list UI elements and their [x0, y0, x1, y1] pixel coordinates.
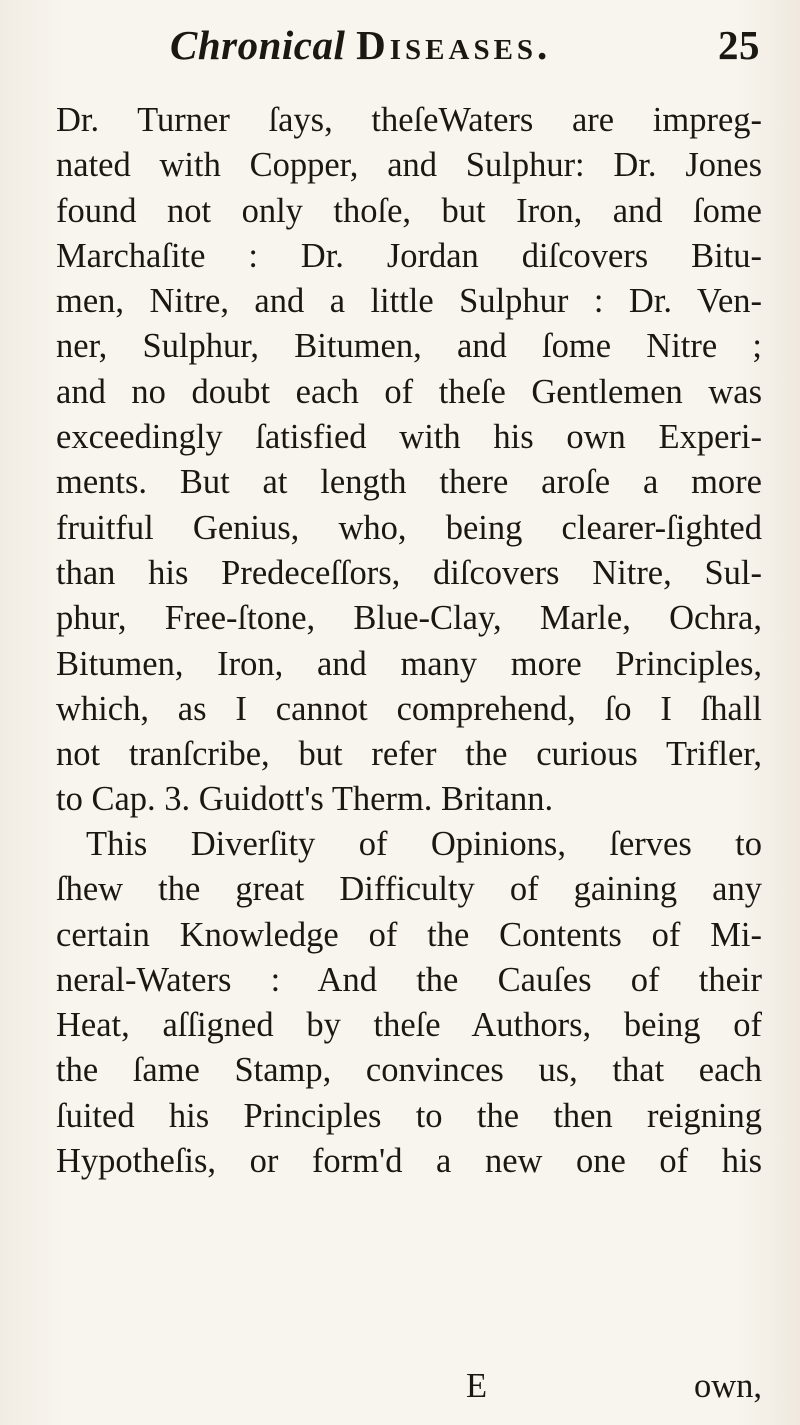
text-line: ſuited his Principles to the then reigning	[56, 1096, 762, 1135]
signature-mark: E	[466, 1367, 488, 1405]
text-line: Hypotheſis, or form'd a new one of his	[56, 1142, 762, 1181]
text-line: exceedingly ſatisfied with his own Experi-	[56, 418, 762, 457]
header-title-italic: Chronical	[170, 22, 346, 68]
catchword: own,	[693, 1367, 762, 1405]
text-line: Bitumen, Iron, and many more Principles,	[56, 644, 762, 683]
header-title-caps: Diseases.	[356, 22, 552, 68]
text-line: the ſame Stamp, convinces us, that each	[56, 1051, 762, 1090]
text-line: which, as I cannot comprehend, ſo I ſhall	[56, 689, 762, 728]
text-line: Heat, aſſigned by theſe Authors, being of	[56, 1006, 762, 1045]
text-line: to Cap. 3. Guidott's Therm. Britann.	[56, 780, 554, 819]
text-line: not tranſcribe, but refer the curious Trifler,	[56, 735, 762, 774]
text-line: fruitful Genius, who, being clearer-ſighted	[56, 508, 762, 547]
text-line: Marchaſite : Dr. Jordan diſcovers Bitu-	[56, 236, 762, 275]
text-line: certain Knowledge of the Contents of Mi-	[56, 915, 762, 954]
page-footer	[56, 1364, 762, 1409]
running-header	[170, 16, 760, 74]
text-line: ſhew the great Difficulty of gaining any	[56, 870, 762, 909]
paragraph-2	[56, 822, 762, 1184]
text-line: Dr. Turner ſays, theſeWaters are impreg-	[56, 101, 762, 139]
text-line: found not only thoſe, but Iron, and ſome	[56, 191, 762, 230]
text-line: phur, Free-ſtone, Blue-Clay, Marle, Ochra,	[56, 599, 762, 638]
paragraph-1	[56, 98, 762, 823]
text-line: men, Nitre, and a little Sulphur : Dr. Ven-	[56, 282, 762, 321]
text-line: This Diverſity of Opinions, ſerves to	[86, 825, 762, 863]
text-line: ner, Sulphur, Bitumen, and ſome Nitre ;	[56, 327, 762, 366]
text-line: neral-Waters : And the Cauſes of their	[56, 960, 762, 999]
text-line: ments. But at length there aroſe a more	[56, 463, 762, 502]
text-line: and no doubt each of theſe Gentlemen was	[56, 372, 762, 411]
text-line: nated with Copper, and Sulphur: Dr. Jones	[56, 146, 762, 185]
page-number: 25	[718, 22, 760, 68]
text-line: than his Predeceſſors, diſcovers Nitre, Sul-	[56, 553, 762, 592]
